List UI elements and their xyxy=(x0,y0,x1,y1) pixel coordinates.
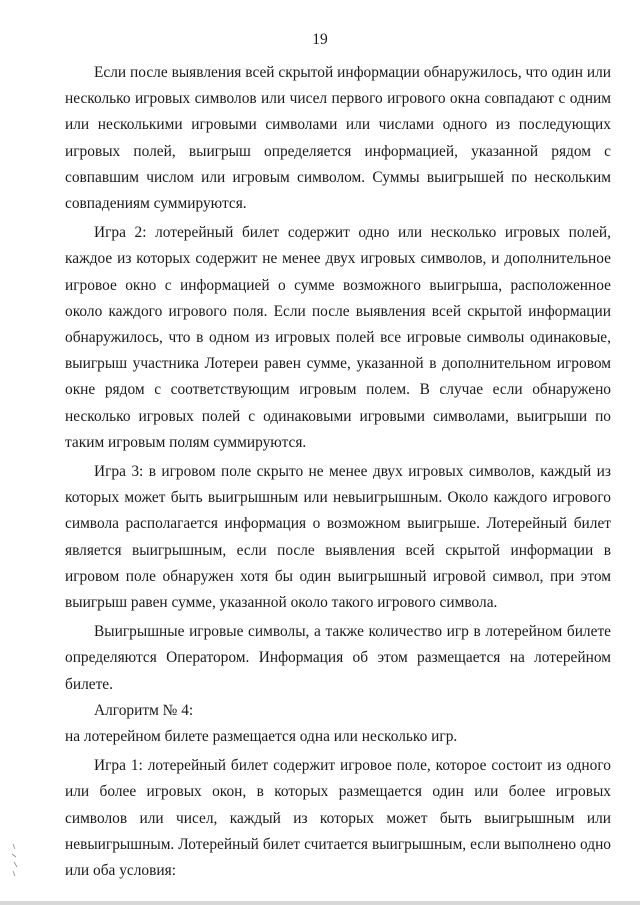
margin-scribble-mark xyxy=(10,840,24,880)
paragraph-game-3: Игра 3: в игровом поле скрыто не менее двух игровых символов, каждый из которых может быть выигрышным или невыигрышным. Около каждого игрового символа располагается информация о возможном выигрыше. Лотерейный билет является выигрышным, если после выявления всей скрытой информации в игровом поле обнаружен хотя бы один выигрышный игровой символ, при этом выигрыш равен сумме, указанной около такого игрового символа. xyxy=(65,463,611,612)
page-bottom-edge xyxy=(0,901,640,905)
document-body xyxy=(65,60,611,884)
page-number: 19 xyxy=(312,31,328,48)
paragraph-game-2: Игра 2: лотерейный билет содержит одно или несколько игровых полей, каждое из которых содержит не менее двух игровых символов, и дополнительное игровое окно с информацией о сумме возможного выигрыша, расположенное около каждого игрового поля. Если после выявления всей скрытой информации обнаружилось, что в одном из игровых полей все игровые символы одинаковые, выигрыш участника Лотереи равен сумме, указанной в дополнительном игровом окне рядом с соответствующим игровым полем. В случае если обнаружено несколько игровых полей с одинаковыми игровыми символами, выигрыши по таким игровым полям суммируются. xyxy=(65,224,611,451)
algorithm-intro: на лотерейном билете размещается одна или несколько игр. xyxy=(65,728,458,746)
paragraph-matches: Если после выявления всей скрытой информации обнаружилось, что один или несколько игровых символов или чисел первого игрового окна совпадают с одним или несколькими игровыми символами или числами одного из последующих игровых полей, выигрыш определяется информацией, указанной рядом с совпавшим числом или игровым символом. Суммы выигрышей по нескольким совпадениям суммируются. xyxy=(65,64,611,213)
algorithm-heading: Алгоритм № 4: xyxy=(94,701,194,719)
paragraph-game-1: Игра 1: лотерейный билет содержит игровое поле, которое состоит из одного или более игровых окон, в которых размещается один или более игровых символов или чисел, каждый из которых может быть выигрышным или невыигрышным. Лотерейный билет считается выигрышным, если выполнено одно или оба условия: xyxy=(65,757,611,880)
paragraph-winning-symbols: Выигрышные игровые символы, а также количество игр в лотерейном билете определяются Оператором. Информация об этом размещается на лотерейном билете. xyxy=(65,623,611,693)
